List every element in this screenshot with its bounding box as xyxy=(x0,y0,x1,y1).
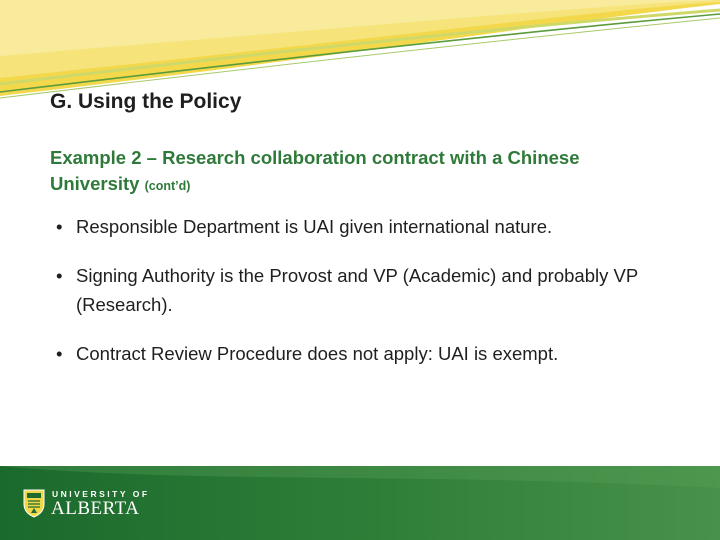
bullet-text: Contract Review Procedure does not apply: UAI is exempt. xyxy=(76,343,559,364)
logo-alberta: ALBERTA xyxy=(51,498,140,519)
subheading-note: (cont’d) xyxy=(144,179,191,193)
page-title: G. Using the Policy xyxy=(50,90,242,113)
subheading-text: Example 2 – Research collaboration contract with a Chinese University xyxy=(50,147,580,194)
university-crest-icon xyxy=(22,488,46,518)
logo-university-of: UNIVERSITY OF xyxy=(52,489,150,499)
bullet-item xyxy=(56,339,676,368)
bullet-text: Signing Authority is the Provost and VP (Academic) and probably VP (Research). xyxy=(76,265,638,315)
bullet-item xyxy=(56,261,676,319)
bullet-list xyxy=(56,212,676,388)
example-subheading xyxy=(50,145,670,199)
university-logo xyxy=(22,486,152,522)
bullet-marker: • xyxy=(56,265,63,286)
bullet-item xyxy=(56,212,676,241)
bullet-marker: • xyxy=(56,343,63,364)
bullet-text: Responsible Department is UAI given international nature. xyxy=(76,216,553,237)
bullet-marker: • xyxy=(56,216,63,237)
